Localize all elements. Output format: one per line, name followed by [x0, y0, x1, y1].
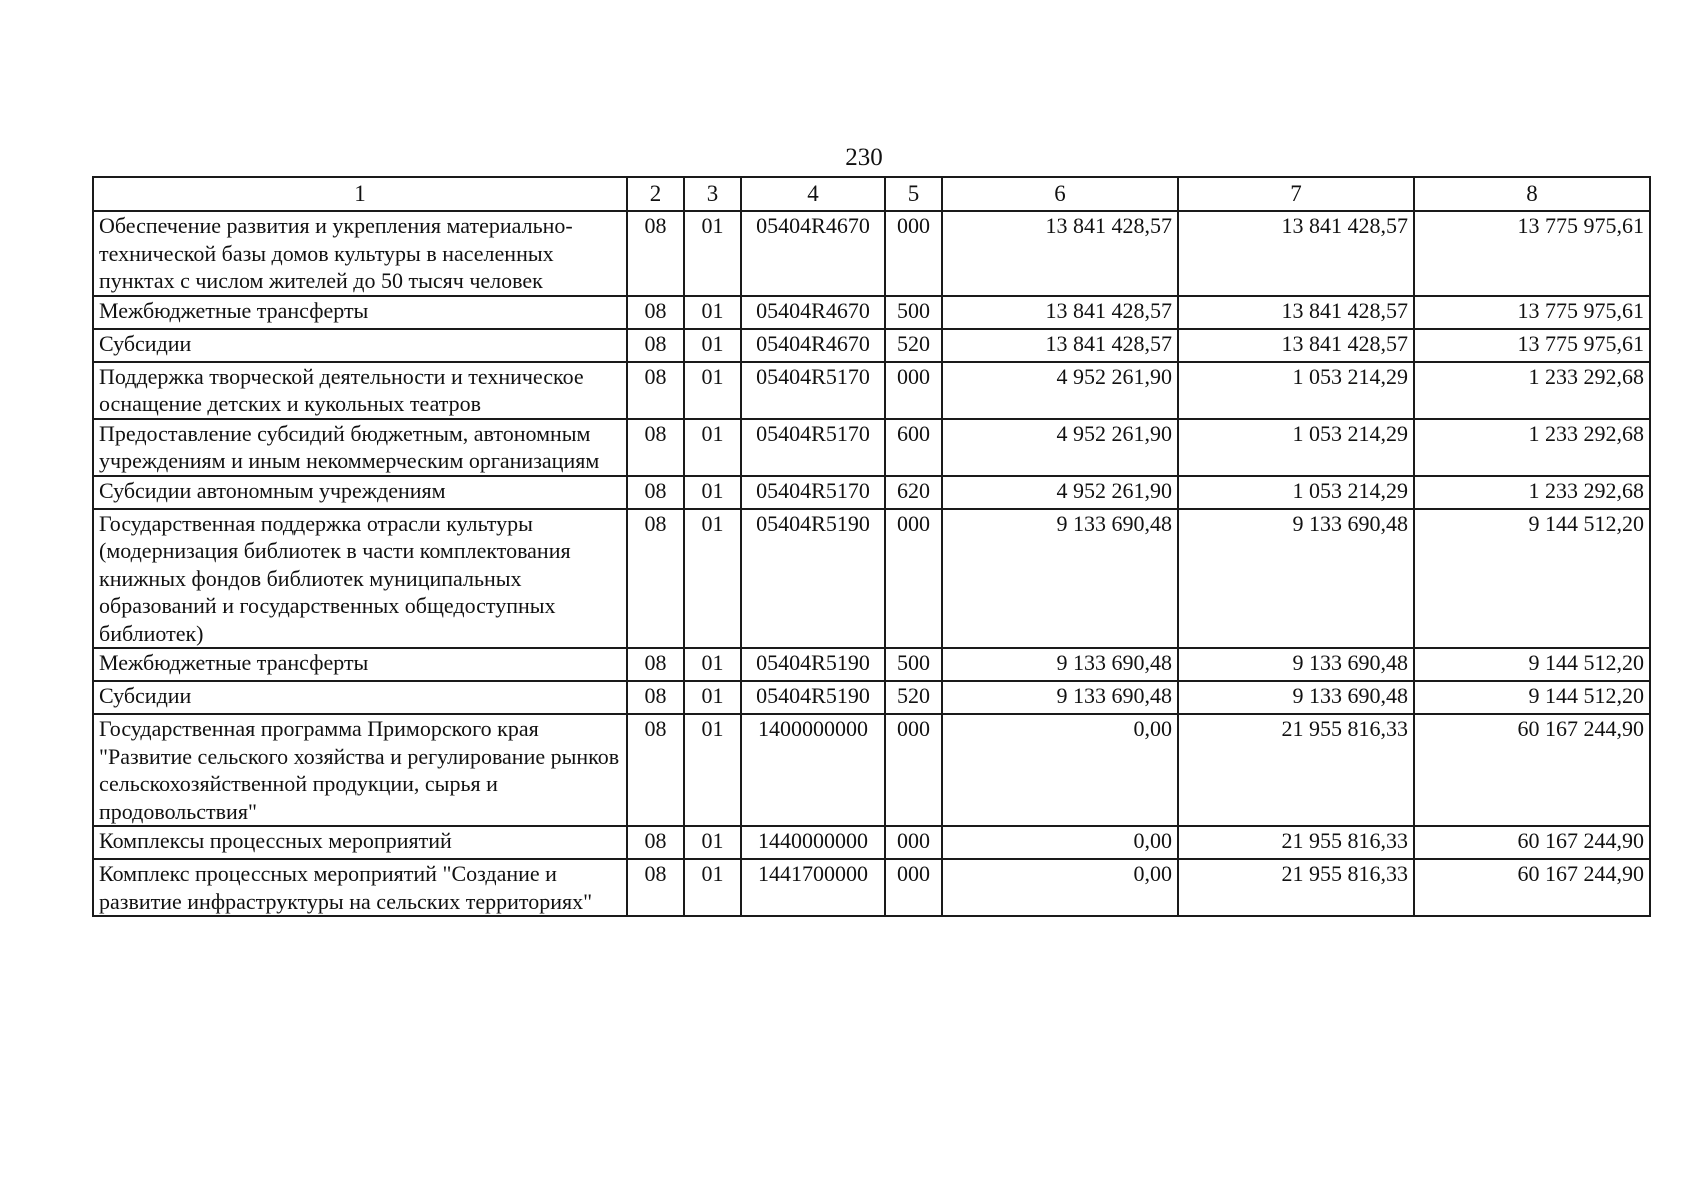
row-amount-col7: 21 955 816,33	[1178, 714, 1414, 826]
row-section: 08	[627, 296, 684, 329]
column-header: 7	[1178, 177, 1414, 211]
table-row	[93, 826, 1650, 859]
row-name: Государственная программа Приморского края "Развитие сельского хозяйства и регулирование рынков сельскохозяйственной продукции, сырья и продовольствия"	[93, 714, 627, 826]
row-target-article: 1440000000	[741, 826, 885, 859]
row-amount-col6: 13 841 428,57	[942, 211, 1178, 296]
row-amount-col7: 21 955 816,33	[1178, 826, 1414, 859]
header-row	[93, 177, 1650, 211]
table-row	[93, 362, 1650, 419]
row-section: 08	[627, 419, 684, 476]
table-row	[93, 859, 1650, 916]
row-amount-col7: 13 841 428,57	[1178, 329, 1414, 362]
row-amount-col6: 13 841 428,57	[942, 296, 1178, 329]
row-amount-col8: 9 144 512,20	[1414, 681, 1650, 714]
row-name: Предоставление субсидий бюджетным, автономным учреждениям и иным некоммерческим организациям	[93, 419, 627, 476]
row-target-article: 05404R4670	[741, 329, 885, 362]
column-header: 8	[1414, 177, 1650, 211]
row-name: Государственная поддержка отрасли культуры (модернизация библиотек в части комплектования книжных фондов библиотек муниципальных образований и государственных общедоступных библиотек)	[93, 509, 627, 649]
row-expense-type: 000	[885, 714, 942, 826]
row-amount-col8: 9 144 512,20	[1414, 509, 1650, 649]
row-amount-col6: 4 952 261,90	[942, 419, 1178, 476]
row-name: Субсидии автономным учреждениям	[93, 476, 627, 509]
row-amount-col7: 1 053 214,29	[1178, 419, 1414, 476]
row-subsection: 01	[684, 476, 741, 509]
row-amount-col8: 60 167 244,90	[1414, 859, 1650, 916]
row-section: 08	[627, 211, 684, 296]
row-expense-type: 620	[885, 476, 942, 509]
row-amount-col8: 13 775 975,61	[1414, 296, 1650, 329]
table-row	[93, 476, 1650, 509]
row-section: 08	[627, 714, 684, 826]
column-header: 1	[93, 177, 627, 211]
table-row	[93, 681, 1650, 714]
row-name: Поддержка творческой деятельности и техническое оснащение детских и кукольных театров	[93, 362, 627, 419]
row-subsection: 01	[684, 681, 741, 714]
row-amount-col6: 9 133 690,48	[942, 509, 1178, 649]
column-header: 4	[741, 177, 885, 211]
budget-table	[92, 176, 1651, 917]
row-amount-col6: 0,00	[942, 859, 1178, 916]
row-amount-col7: 9 133 690,48	[1178, 681, 1414, 714]
row-amount-col8: 1 233 292,68	[1414, 362, 1650, 419]
row-expense-type: 000	[885, 362, 942, 419]
row-amount-col8: 60 167 244,90	[1414, 826, 1650, 859]
row-section: 08	[627, 859, 684, 916]
column-header: 5	[885, 177, 942, 211]
row-amount-col8: 1 233 292,68	[1414, 476, 1650, 509]
table-row	[93, 296, 1650, 329]
table-row	[93, 509, 1650, 649]
row-expense-type: 000	[885, 211, 942, 296]
row-amount-col8: 13 775 975,61	[1414, 211, 1650, 296]
row-section: 08	[627, 362, 684, 419]
row-section: 08	[627, 826, 684, 859]
row-amount-col7: 1 053 214,29	[1178, 476, 1414, 509]
row-amount-col6: 9 133 690,48	[942, 681, 1178, 714]
page-number: 230	[845, 144, 883, 171]
table-row	[93, 329, 1650, 362]
table-row	[93, 648, 1650, 681]
row-expense-type: 520	[885, 329, 942, 362]
row-target-article: 1441700000	[741, 859, 885, 916]
row-subsection: 01	[684, 211, 741, 296]
row-amount-col6: 0,00	[942, 826, 1178, 859]
row-section: 08	[627, 329, 684, 362]
row-amount-col7: 21 955 816,33	[1178, 859, 1414, 916]
row-target-article: 05404R4670	[741, 211, 885, 296]
row-target-article: 05404R5190	[741, 648, 885, 681]
row-section: 08	[627, 648, 684, 681]
row-subsection: 01	[684, 419, 741, 476]
column-header: 2	[627, 177, 684, 211]
row-expense-type: 500	[885, 648, 942, 681]
row-amount-col7: 9 133 690,48	[1178, 648, 1414, 681]
row-expense-type: 000	[885, 509, 942, 649]
table-row	[93, 714, 1650, 826]
row-section: 08	[627, 476, 684, 509]
row-expense-type: 500	[885, 296, 942, 329]
row-section: 08	[627, 681, 684, 714]
row-subsection: 01	[684, 714, 741, 826]
table-row	[93, 419, 1650, 476]
row-name: Комплексы процессных мероприятий	[93, 826, 627, 859]
row-target-article: 05404R4670	[741, 296, 885, 329]
row-amount-col7: 13 841 428,57	[1178, 211, 1414, 296]
row-amount-col6: 13 841 428,57	[942, 329, 1178, 362]
row-expense-type: 600	[885, 419, 942, 476]
row-expense-type: 000	[885, 859, 942, 916]
row-amount-col7: 13 841 428,57	[1178, 296, 1414, 329]
row-target-article: 05404R5170	[741, 476, 885, 509]
column-header: 3	[684, 177, 741, 211]
row-name: Межбюджетные трансферты	[93, 296, 627, 329]
row-amount-col7: 1 053 214,29	[1178, 362, 1414, 419]
row-amount-col6: 0,00	[942, 714, 1178, 826]
row-section: 08	[627, 509, 684, 649]
row-target-article: 05404R5170	[741, 362, 885, 419]
row-subsection: 01	[684, 859, 741, 916]
row-amount-col6: 4 952 261,90	[942, 476, 1178, 509]
row-expense-type: 000	[885, 826, 942, 859]
table-row	[93, 211, 1650, 296]
row-target-article: 1400000000	[741, 714, 885, 826]
row-name: Субсидии	[93, 329, 627, 362]
row-amount-col6: 4 952 261,90	[942, 362, 1178, 419]
row-amount-col8: 1 233 292,68	[1414, 419, 1650, 476]
row-amount-col8: 13 775 975,61	[1414, 329, 1650, 362]
column-header: 6	[942, 177, 1178, 211]
row-subsection: 01	[684, 509, 741, 649]
row-target-article: 05404R5190	[741, 681, 885, 714]
row-subsection: 01	[684, 362, 741, 419]
row-amount-col8: 9 144 512,20	[1414, 648, 1650, 681]
row-amount-col8: 60 167 244,90	[1414, 714, 1650, 826]
row-subsection: 01	[684, 329, 741, 362]
row-amount-col7: 9 133 690,48	[1178, 509, 1414, 649]
row-expense-type: 520	[885, 681, 942, 714]
row-subsection: 01	[684, 648, 741, 681]
row-name: Комплекс процессных мероприятий "Создание и развитие инфраструктуры на сельских территориях"	[93, 859, 627, 916]
row-name: Субсидии	[93, 681, 627, 714]
row-name: Межбюджетные трансферты	[93, 648, 627, 681]
row-amount-col6: 9 133 690,48	[942, 648, 1178, 681]
row-subsection: 01	[684, 826, 741, 859]
row-target-article: 05404R5170	[741, 419, 885, 476]
row-target-article: 05404R5190	[741, 509, 885, 649]
row-subsection: 01	[684, 296, 741, 329]
row-name: Обеспечение развития и укрепления материально-технической базы домов культуры в населенных пунктах с числом жителей до 50 тысяч человек	[93, 211, 627, 296]
